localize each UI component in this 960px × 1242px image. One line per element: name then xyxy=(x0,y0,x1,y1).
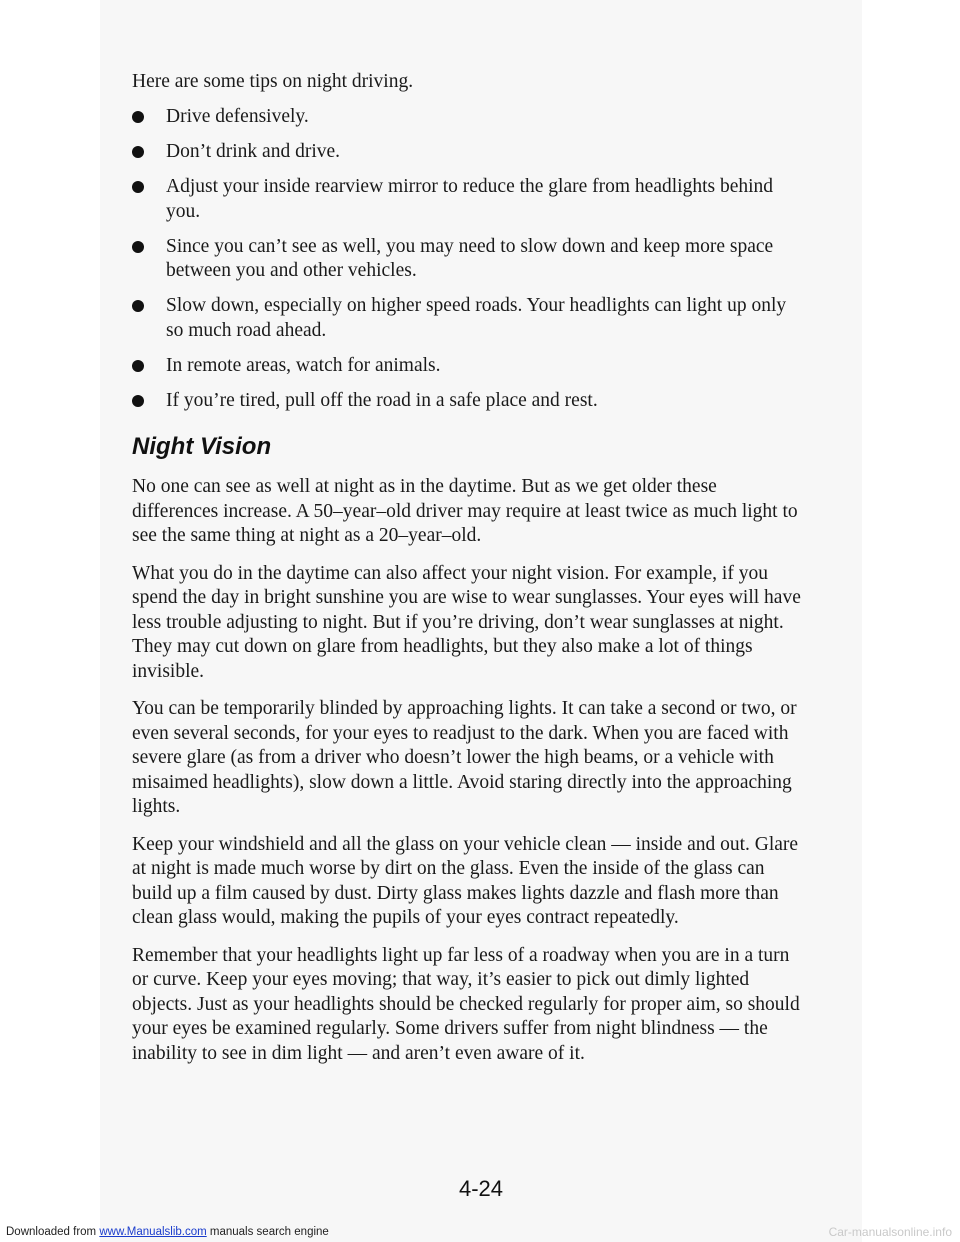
list-item xyxy=(132,354,804,379)
tip-text: In remote areas, watch for animals. xyxy=(166,354,441,376)
tip-text: Don’t drink and drive. xyxy=(166,141,341,162)
tip-text: Adjust your inside rearview mirror to reduce the glare from headlights behind you. xyxy=(166,176,774,222)
list-item xyxy=(132,294,804,343)
bullet-icon xyxy=(132,360,144,372)
download-footer xyxy=(6,1226,329,1238)
bullet-icon xyxy=(132,395,144,407)
page-number: 4-24 xyxy=(458,1176,504,1201)
tip-text: Slow down, especially on higher speed roads. Your headlights can light up only so much road ahead. xyxy=(166,295,787,341)
tip-text: Since you can’t see as well, you may need to slow down and keep more space between you and other vehicles. xyxy=(166,235,774,281)
footer-prefix: Downloaded from xyxy=(6,1226,100,1238)
body-paragraph: You can be temporarily blinded by approaching lights. It can take a second or two, or even several seconds, for your eyes to readjust to the dark. When you are faced with severe glare (as from a driver who doesn’t lower the high beams, or a vehicle with misaimed headlights), slow down a little. Avoid staring directly into the approaching lights. xyxy=(132,698,797,817)
body-paragraph: No one can see as well at night as in the daytime. But as we get older these differences increase. A 50–year–old driver may require at least twice as much light to see the same thing at night as a 20–year–old. xyxy=(132,476,798,546)
bullet-icon xyxy=(132,300,144,312)
list-item xyxy=(132,175,804,224)
watermark-text: Car-manualsonline.info xyxy=(828,1225,952,1239)
body-paragraph: Keep your windshield and all the glass on your vehicle clean — inside and out. Glare at night is made much worse by dirt on the glass. Even the inside of the glass can build up a film caused by dust. Dirty glass makes lights dazzle and flash more than clean glass would, making the pupils of your eyes contract repeatedly. xyxy=(132,833,799,928)
list-item xyxy=(132,235,804,284)
tip-text: If you’re tired, pull off the road in a safe place and rest. xyxy=(166,389,598,411)
body-paragraph: What you do in the daytime can also affect your night vision. For example, if you spend the day in bright sunshine you are wise to wear sunglasses. Your eyes will have less trouble adjusting to night. But if you’re driving, don’t wear sunglasses at night. They may cut down on glare from headlights, but they also make a lot of things invisible. xyxy=(132,562,801,682)
tip-text: Drive defensively. xyxy=(166,106,309,127)
list-item xyxy=(132,105,804,130)
intro-text: Here are some tips on night driving. xyxy=(132,71,414,92)
bullet-icon xyxy=(132,241,144,253)
page-content xyxy=(132,70,804,1079)
night-driving-tips xyxy=(132,105,804,413)
footer-suffix: manuals search engine xyxy=(206,1226,329,1238)
bullet-icon xyxy=(132,146,144,158)
section-heading-night-vision: Night Vision xyxy=(132,433,272,460)
bullet-icon xyxy=(132,181,144,193)
body-paragraph: Remember that your headlights light up far less of a roadway when you are in a turn or curve. Keep your eyes moving; that way, it’s easier to pick out dimly lighted objects. Just as your headlights should be checked regularly for proper aim, so should your eyes be examined regularly. Some drivers suffer from night blindness — the inability to see in dim light — and aren’t even aware of it. xyxy=(132,944,800,1064)
list-item xyxy=(132,389,804,414)
list-item xyxy=(132,140,804,165)
manualslib-link[interactable]: www.Manualslib.com xyxy=(99,1226,207,1238)
bullet-icon xyxy=(132,111,144,123)
